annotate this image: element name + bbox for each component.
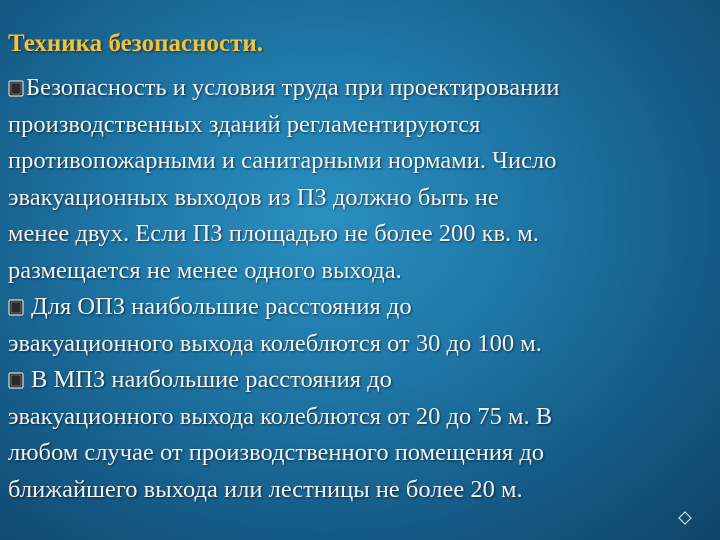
paragraph-line: любом случае от производственного помещения до bbox=[8, 439, 545, 466]
paragraph-line: противопожарными и санитарными нормами. Число bbox=[8, 147, 557, 174]
paragraph-line: эвакуационных выходов из ПЗ должно быть не bbox=[8, 183, 499, 211]
paragraph-line: Безопасность и условия труда при проектировании bbox=[26, 74, 560, 101]
paragraph-line: размещается не менее одного выхода. bbox=[8, 256, 402, 284]
diamond-icon bbox=[678, 511, 692, 530]
checkbox-square-icon bbox=[8, 80, 24, 97]
paragraph-safety-conditions bbox=[8, 70, 720, 289]
paragraph-line: В МПЗ наибольшие расстояния до bbox=[31, 366, 392, 393]
paragraph-line: эвакуационного выхода колеблются от 30 до 100 м. bbox=[8, 329, 542, 357]
slide-title: Техника безопасности. bbox=[8, 30, 264, 57]
paragraph-line: эвакуационного выхода колеблются от 20 до 75 м. В bbox=[8, 402, 553, 430]
paragraph-line: производственных зданий регламентируются bbox=[8, 110, 481, 138]
checkbox-square-icon bbox=[8, 299, 24, 316]
slide-body bbox=[8, 70, 720, 508]
paragraph-line: ближайшего выхода или лестницы не более 20 м. bbox=[8, 475, 523, 503]
paragraph-line: Для ОПЗ наибольшие расстояния до bbox=[31, 293, 412, 320]
paragraph-line: менее двух. Если ПЗ площадью не более 200 кв. м. bbox=[8, 220, 539, 247]
paragraph-opz-distance bbox=[8, 289, 720, 362]
paragraph-mpz-distance bbox=[8, 362, 720, 508]
checkbox-square-icon bbox=[8, 372, 24, 389]
